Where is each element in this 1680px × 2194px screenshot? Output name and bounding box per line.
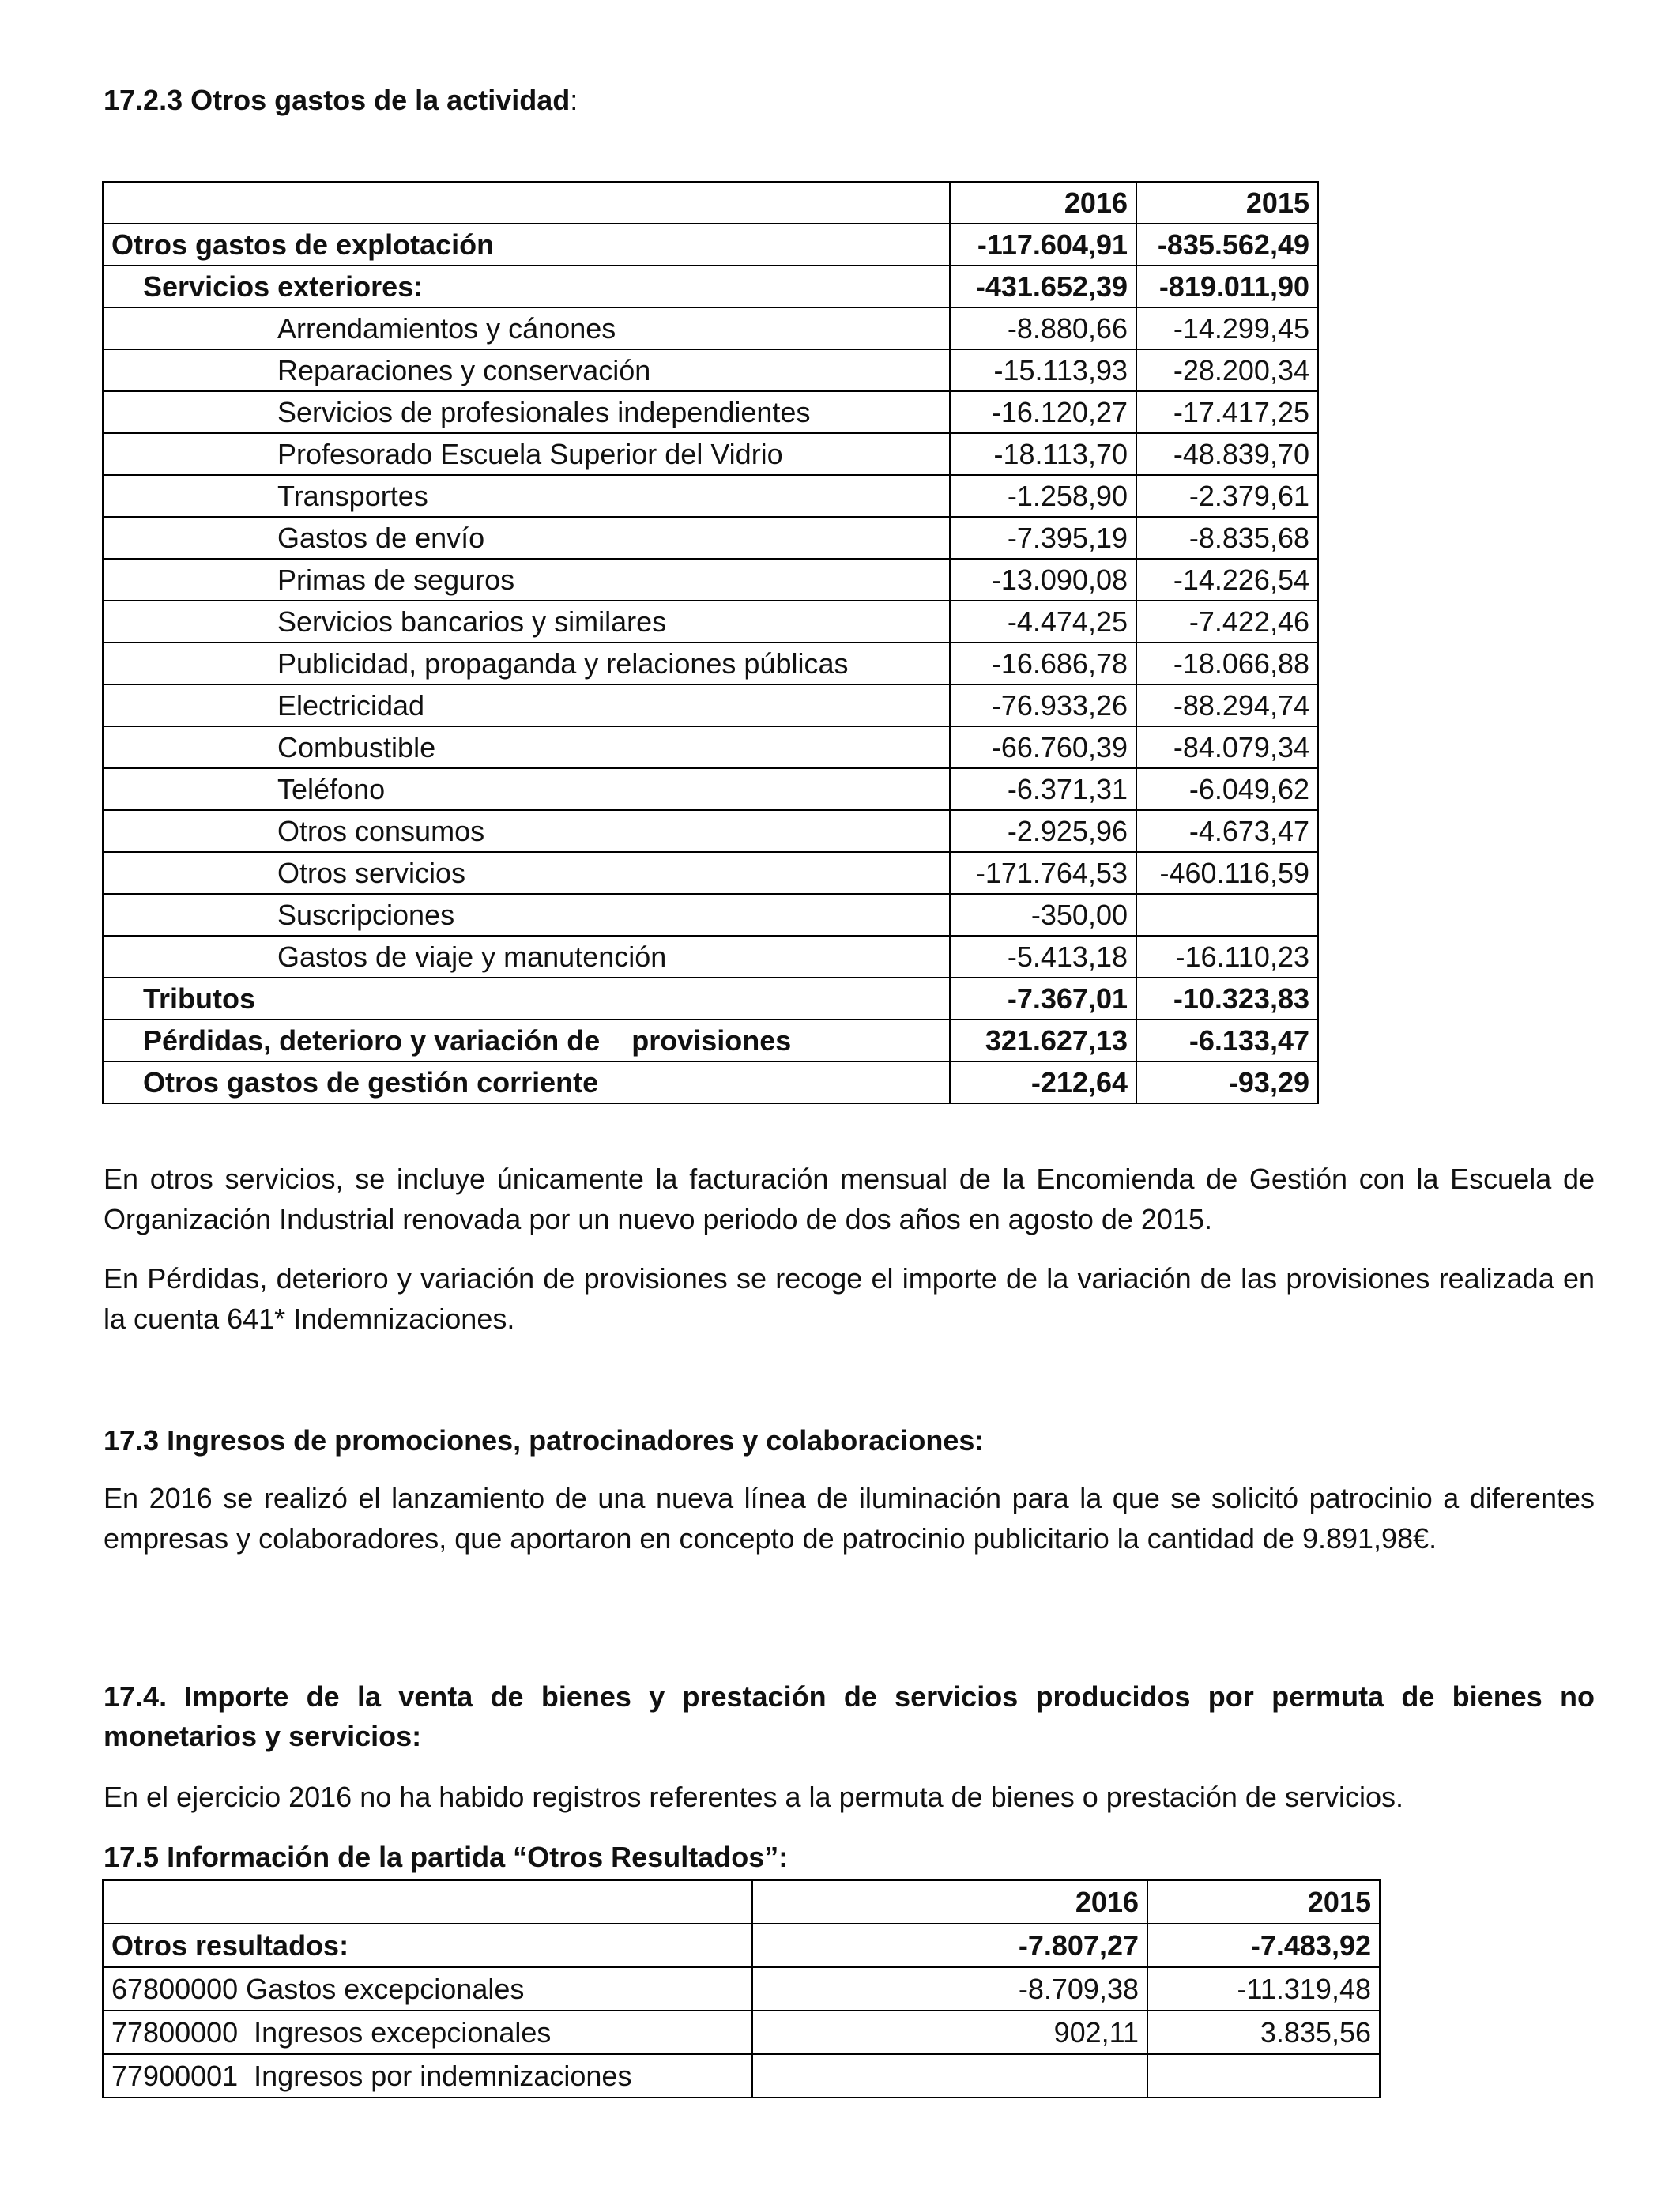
value-2016: -18.113,70 bbox=[950, 433, 1136, 475]
header-year-2016: 2016 bbox=[752, 1880, 1147, 1924]
row-label: Servicios de profesionales independientes bbox=[103, 391, 950, 433]
section-heading-17-5: 17.5 Información de la partida “Otros Resultados”: bbox=[104, 1841, 789, 1873]
value-2016: -6.371,31 bbox=[950, 768, 1136, 810]
value-2016: 321.627,13 bbox=[950, 1020, 1136, 1061]
value-2015 bbox=[1136, 894, 1318, 936]
value-2016: -4.474,25 bbox=[950, 601, 1136, 643]
header-year-2015: 2015 bbox=[1147, 1880, 1380, 1924]
row-label: Servicios bancarios y similares bbox=[103, 601, 950, 643]
value-2016: -16.686,78 bbox=[950, 643, 1136, 684]
value-2015: -6.133,47 bbox=[1136, 1020, 1318, 1061]
paragraph-otros-servicios: En otros servicios, se incluye únicamente la facturación mensual de la Encomienda de Gestión con la Escuela de Organización Industrial renovada por un nuevo periodo de dos años en agosto de 2015. bbox=[104, 1163, 1595, 1235]
table-row bbox=[103, 517, 1318, 559]
header-year-2015: 2015 bbox=[1136, 182, 1318, 224]
value-2016: -171.764,53 bbox=[950, 852, 1136, 894]
row-label: Servicios exteriores: bbox=[103, 266, 950, 307]
row-label: Otros resultados: bbox=[103, 1924, 752, 1967]
value-2016: -212,64 bbox=[950, 1061, 1136, 1103]
value-2015: -819.011,90 bbox=[1136, 266, 1318, 307]
value-2015: -7.483,92 bbox=[1147, 1924, 1380, 1967]
value-2015: -84.079,34 bbox=[1136, 726, 1318, 768]
row-label: Combustible bbox=[103, 726, 950, 768]
table-row bbox=[103, 433, 1318, 475]
value-2016: 902,11 bbox=[752, 2011, 1147, 2054]
value-2016: -2.925,96 bbox=[950, 810, 1136, 852]
value-2015: -88.294,74 bbox=[1136, 684, 1318, 726]
table-row bbox=[103, 391, 1318, 433]
value-2016: -13.090,08 bbox=[950, 559, 1136, 601]
value-2015: -10.323,83 bbox=[1136, 978, 1318, 1020]
row-label: Tributos bbox=[103, 978, 950, 1020]
header-blank-cell bbox=[103, 1880, 752, 1924]
paragraph-permuta: En el ejercicio 2016 no ha habido registros referentes a la permuta de bienes o prestación de servicios. bbox=[104, 1781, 1403, 1813]
table-row bbox=[103, 2011, 1380, 2054]
row-label: Pérdidas, deterioro y variación de provisiones bbox=[103, 1020, 950, 1061]
paragraph-perdidas-deterioro: En Pérdidas, deterioro y variación de provisiones se recoge el importe de la variación de las provisiones realizada en la cuenta 641* Indemnizaciones. bbox=[104, 1262, 1595, 1335]
value-2015: -18.066,88 bbox=[1136, 643, 1318, 684]
row-label: Teléfono bbox=[103, 768, 950, 810]
table-row bbox=[103, 1924, 1380, 1967]
value-2015: -48.839,70 bbox=[1136, 433, 1318, 475]
value-2015: -14.226,54 bbox=[1136, 559, 1318, 601]
table-header-row bbox=[103, 182, 1318, 224]
table-row bbox=[103, 266, 1318, 307]
table-row bbox=[103, 601, 1318, 643]
header-blank-cell bbox=[103, 182, 950, 224]
row-label: Otros gastos de gestión corriente bbox=[103, 1061, 950, 1103]
section-heading-17-3: 17.3 Ingresos de promociones, patrocinadores y colaboraciones: bbox=[104, 1424, 985, 1457]
table-row bbox=[103, 1020, 1318, 1061]
value-2016: -7.395,19 bbox=[950, 517, 1136, 559]
value-2015: -17.417,25 bbox=[1136, 391, 1318, 433]
row-label: Gastos de envío bbox=[103, 517, 950, 559]
value-2016: -117.604,91 bbox=[950, 224, 1136, 266]
value-2015: -8.835,68 bbox=[1136, 517, 1318, 559]
table-row bbox=[103, 768, 1318, 810]
table-row bbox=[103, 559, 1318, 601]
table-row bbox=[103, 349, 1318, 391]
table-row bbox=[103, 894, 1318, 936]
table-row bbox=[103, 726, 1318, 768]
row-label: Gastos de viaje y manutención bbox=[103, 936, 950, 978]
value-2016: -1.258,90 bbox=[950, 475, 1136, 517]
value-2016: -16.120,27 bbox=[950, 391, 1136, 433]
table-row bbox=[103, 307, 1318, 349]
value-2016: -7.807,27 bbox=[752, 1924, 1147, 1967]
row-label: Otros gastos de explotación bbox=[103, 224, 950, 266]
value-2015: -835.562,49 bbox=[1136, 224, 1318, 266]
table-row bbox=[103, 2054, 1380, 2098]
header-year-2016: 2016 bbox=[950, 182, 1136, 224]
table-row bbox=[103, 936, 1318, 978]
value-2016: -431.652,39 bbox=[950, 266, 1136, 307]
table-row bbox=[103, 1061, 1318, 1103]
row-label: 77800000 Ingresos excepcionales bbox=[103, 2011, 752, 2054]
row-label: Otros servicios bbox=[103, 852, 950, 894]
row-label: Arrendamientos y cánones bbox=[103, 307, 950, 349]
value-2016: -15.113,93 bbox=[950, 349, 1136, 391]
row-label: Primas de seguros bbox=[103, 559, 950, 601]
row-label: Publicidad, propaganda y relaciones públicas bbox=[103, 643, 950, 684]
table-row bbox=[103, 224, 1318, 266]
row-label: 77900001 Ingresos por indemnizaciones bbox=[103, 2054, 752, 2098]
paragraph-patrocinio: En 2016 se realizó el lanzamiento de una nueva línea de iluminación para la que se solicitó patrocinio a diferentes empresas y colaboradores, que aportaron en concepto de patrocinio publicitario la cantidad de 9.891,98€. bbox=[104, 1482, 1595, 1555]
value-2016: -76.933,26 bbox=[950, 684, 1136, 726]
value-2015: -4.673,47 bbox=[1136, 810, 1318, 852]
section-heading-17-2-3: 17.2.3 Otros gastos de la actividad: bbox=[104, 84, 578, 116]
table-row bbox=[103, 475, 1318, 517]
value-2015: -28.200,34 bbox=[1136, 349, 1318, 391]
value-2015 bbox=[1147, 2054, 1380, 2098]
table-row bbox=[103, 810, 1318, 852]
row-label: Profesorado Escuela Superior del Vidrio bbox=[103, 433, 950, 475]
value-2016 bbox=[752, 2054, 1147, 2098]
row-label: Suscripciones bbox=[103, 894, 950, 936]
value-2016: -8.709,38 bbox=[752, 1967, 1147, 2011]
value-2015: -14.299,45 bbox=[1136, 307, 1318, 349]
row-label: Otros consumos bbox=[103, 810, 950, 852]
otros-gastos-table bbox=[102, 181, 1319, 1104]
table-row bbox=[103, 978, 1318, 1020]
value-2016: -7.367,01 bbox=[950, 978, 1136, 1020]
value-2015: -93,29 bbox=[1136, 1061, 1318, 1103]
heading-colon: : bbox=[570, 84, 578, 116]
otros-resultados-table bbox=[102, 1879, 1381, 2098]
section-heading-17-4: 17.4. Importe de la venta de bienes y prestación de servicios producidos por permuta de bienes no monetarios y servicios: bbox=[104, 1680, 1595, 1752]
table-row bbox=[103, 852, 1318, 894]
value-2016: -66.760,39 bbox=[950, 726, 1136, 768]
row-label: Reparaciones y conservación bbox=[103, 349, 950, 391]
table-header-row bbox=[103, 1880, 1380, 1924]
table-row bbox=[103, 684, 1318, 726]
row-label: 67800000 Gastos excepcionales bbox=[103, 1967, 752, 2011]
value-2015: -460.116,59 bbox=[1136, 852, 1318, 894]
value-2015: -6.049,62 bbox=[1136, 768, 1318, 810]
row-label: Electricidad bbox=[103, 684, 950, 726]
row-label: Transportes bbox=[103, 475, 950, 517]
value-2016: -8.880,66 bbox=[950, 307, 1136, 349]
table-row bbox=[103, 1967, 1380, 2011]
value-2015: -11.319,48 bbox=[1147, 1967, 1380, 2011]
value-2016: -5.413,18 bbox=[950, 936, 1136, 978]
value-2015: -7.422,46 bbox=[1136, 601, 1318, 643]
value-2015: -2.379,61 bbox=[1136, 475, 1318, 517]
value-2015: 3.835,56 bbox=[1147, 2011, 1380, 2054]
value-2015: -16.110,23 bbox=[1136, 936, 1318, 978]
table-row bbox=[103, 643, 1318, 684]
value-2016: -350,00 bbox=[950, 894, 1136, 936]
